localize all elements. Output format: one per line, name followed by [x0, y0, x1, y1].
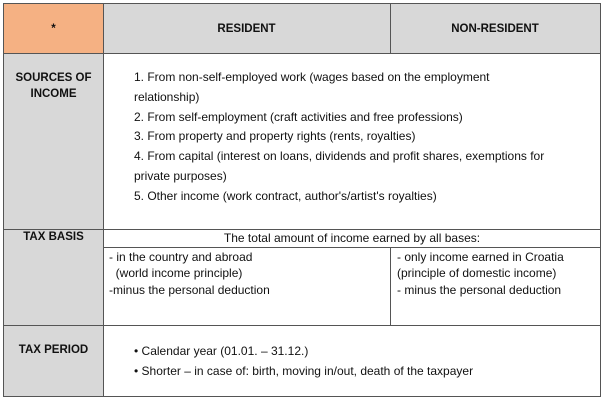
- sources-item: relationship): [134, 89, 200, 104]
- grid-line-right: [600, 3, 601, 397]
- grid-line-basis-split: [390, 247, 391, 326]
- row-label-sources-line1: SOURCES OF: [15, 72, 92, 84]
- grid-line-basis-bottom: [4, 325, 601, 326]
- tax-basis-resident-line: - in the country and abroad: [109, 250, 253, 264]
- sources-item: 3. From property and property rights (rents, royalties): [134, 129, 416, 144]
- sources-item: 1. From non-self-employed work (wages based on the employment: [134, 70, 490, 84]
- tax-basis-resident: [109, 249, 270, 298]
- sources-item: 2. From self-employment (craft activities and free professions): [134, 109, 463, 124]
- tax-basis-non-resident-line: - only income earned in Croatia: [397, 250, 564, 264]
- sources-item: 4. From capital (interest on loans, dividends and profit shares, exemptions for: [134, 149, 545, 164]
- tax-basis-resident-line: (world income principle): [109, 266, 243, 281]
- tax-basis-non-resident-line: (principle of domestic income): [397, 266, 557, 281]
- sources-item: private purposes): [134, 168, 227, 183]
- header-resident: RESIDENT: [217, 22, 276, 35]
- tax-period-item: [134, 341, 473, 361]
- tax-basis-non-resident-line: - minus the personal deduction: [397, 282, 562, 297]
- grid-line-bottom: [4, 396, 601, 397]
- row-label-tax-basis: TAX BASIS: [23, 231, 84, 243]
- row-label-tax-period: TAX PERIOD: [18, 344, 89, 356]
- grid-line-left: [3, 3, 4, 397]
- bullet-icon: •: [134, 344, 139, 358]
- grid-line-header-bottom: [4, 53, 601, 54]
- tax-basis-summary: The total amount of income earned by all bases:: [223, 231, 481, 245]
- tax-basis-resident-line: -minus the personal deduction: [109, 282, 270, 297]
- tax-basis-non-resident: [397, 249, 564, 298]
- sources-item: 5. Other income (work contract, author's/artist's royalties): [134, 188, 437, 203]
- tax-period-list: [134, 341, 473, 381]
- tax-period-item-text: Calendar year (01.01. – 31.12.): [141, 344, 309, 358]
- header-non-resident: NON-RESIDENT: [451, 22, 539, 35]
- label-tax-period-bg: [4, 325, 103, 396]
- tax-period-item: [134, 361, 473, 381]
- grid-line-basis-summary-bottom: [103, 247, 601, 248]
- row-label-sources-of-income: [4, 70, 103, 102]
- header-corner: *: [51, 22, 56, 35]
- row-label-sources-line2: INCOME: [30, 88, 77, 100]
- grid-line-label-col: [103, 3, 104, 397]
- sources-list: [134, 68, 544, 207]
- tax-period-item-text: Shorter – in case of: birth, moving in/out, death of the taxpayer: [141, 364, 474, 378]
- bullet-icon: •: [134, 364, 139, 378]
